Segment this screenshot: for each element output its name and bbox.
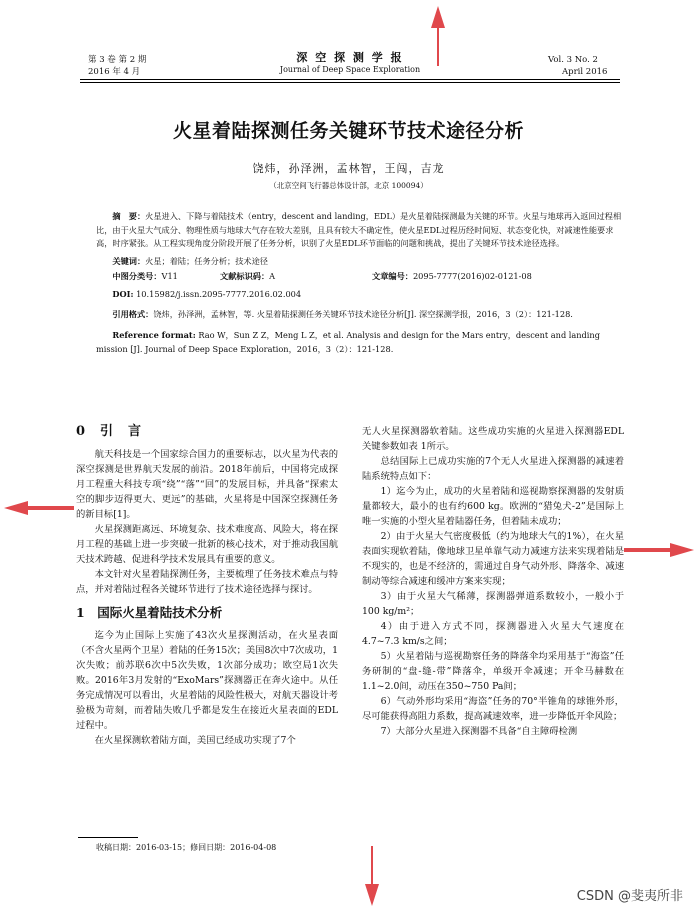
doi-label: DOI: — [112, 289, 134, 299]
list-item: 4）由于进入方式不同，探测器进入火星大气速度在4.7~7.3 km/s之间； — [362, 621, 624, 647]
header-rule — [80, 79, 620, 80]
keywords: 火星；着陆；任务分析；技术途径 — [145, 255, 268, 266]
list-item: 3）由于火星大气稀薄，探测器弹道系数较小，一般小于100 kg/m²； — [362, 591, 624, 617]
article-no-value: 2095-7777(2016)02-0121-08 — [412, 271, 532, 281]
paragraph: 迄今为止国际上实施了43次火星探测活动，在火星表面（不含火星两个卫星）着陆的任务15次；美国8次中7次成功，1次失败；前苏联6次中5次失败，1次部分成功；欧空局1次失败。2016年3月发射的“ExoMars”探测器正在奔火途中。从任务完成情况可以看出，火星着陆的风险性极大，对航天器设计考验极为苛刻，而着陆失败几乎都是发生在接近火星表面的EDL过程中。 — [76, 630, 338, 731]
classification-line — [96, 270, 626, 284]
abstract-label: 摘 要： — [112, 211, 146, 221]
scroll-down-arrow-icon[interactable] — [362, 846, 382, 906]
scroll-right-arrow-icon[interactable] — [624, 540, 694, 560]
cite-label: 引用格式： — [112, 308, 154, 319]
journal-name — [200, 52, 500, 76]
doc-code-label: 文献标识码： — [220, 271, 270, 281]
clc-value: V11 — [161, 271, 178, 281]
paragraph: 火星探测距离远、环境复杂、技术难度高、风险大，将在探月工程的基础上进一步突破一批新的核心技术，对于推动我国航天技术跨越、促进科学技术发展具有重要的意义。 — [76, 524, 338, 565]
paragraph: 无人火星探测器软着陆。这些成功实施的火星进入探测器EDL关键参数如表 1所示。 — [362, 426, 624, 452]
affiliation: （北京空间飞行器总体设计部，北京 100094） — [269, 181, 428, 190]
paragraph: 本文针对火星着陆探测任务，主要梳理了任务技术难点与特点，并对着陆过程各关键环节进行了技术途径选择与探讨。 — [76, 569, 338, 595]
date-en: April 2016 — [562, 67, 608, 77]
list-item: 2）由于火星大气密度极低（约为地球大气的1%），在火星表面实现软着陆，像地球卫星单靠气动力减速方法来实现着陆是不现实的，也是不经济的，需通过自身气动外形、降落伞、减速制动等综合减速和缓冲方案来实现； — [362, 531, 624, 587]
clc-label: 中图分类号： — [112, 271, 162, 281]
scroll-left-arrow-icon[interactable] — [4, 498, 74, 518]
paragraph: 在火星探测软着陆方面，美国已经成功实现了7个 — [94, 735, 296, 746]
doc-code-value: A — [269, 271, 276, 281]
section-0-heading: 0 引 言 — [76, 424, 143, 439]
scroll-up-arrow-icon[interactable] — [428, 6, 448, 66]
right-column — [362, 424, 624, 739]
journal-name-en: Journal of Deep Space Exploration — [279, 65, 421, 74]
abstract-text: 火星进入、下降与着陆技术（entry，descent and landing，EDL）是火星着陆探测最为关键的环节。火星与地球再入返回过程相比，由于火星大气成分、物理性质与地球大气存在较大差别，且具有较大不确定性，使火星EDL过程历经时间短、状态变化快，对减速性能要求高，时序紧张。从工程实现角度分阶段开展了任务分析，识别了火星EDL环节面临的问题和挑战，提出了关键环节技术途径选择。 — [96, 211, 622, 248]
issue-info — [88, 54, 146, 78]
list-item: 1）迄今为止，成功的火星着陆和巡视勘察探测器的发射质量都较大，最小的也有约600 kg。欧洲的“猎兔犬-2”是国际上唯一实施的小型火星着陆器任务，但着陆未成功； — [362, 486, 624, 527]
doi-value: 10.15982/j.issn.2095-7777.2016.02.004 — [136, 289, 302, 299]
left-column — [76, 424, 338, 748]
journal-name-cn: 深 空 探 测 学 报 — [296, 51, 404, 64]
watermark: CSDN @斐夷所非 — [576, 889, 683, 904]
volume-issue-en: Vol. 3 No. 2 — [548, 55, 598, 65]
keywords-label: 关键词： — [112, 255, 146, 266]
abstract — [96, 210, 626, 356]
header-rule-thin — [80, 82, 620, 83]
section-1-heading: 1 国际火星着陆技术分析 — [76, 605, 223, 620]
volume-issue-cn: 第 3 卷 第 2 期 — [88, 55, 147, 65]
list-item: 5）火星着陆与巡视勘察任务的降落伞均采用基于“海盗”任务研制的“盘-缝-带”降落伞，单级开伞减速；开伞马赫数在1.1~2.0间，动压在350~750 Pa间； — [362, 651, 624, 692]
received-dates: 收稿日期：2016-03-15；修回日期：2016-04-08 — [96, 843, 277, 852]
reference-text: Rao W，Sun Z Z，Meng L Z，et al. Analysis and design for the Mars entry，descent and landing mission [J]. Journal of Deep Space Exploration，2016，3（2）：121-128. — [96, 330, 600, 354]
date-cn: 2016 年 4 月 — [88, 67, 141, 77]
cite-text: 饶炜，孙泽洲，孟林智，等. 火星着陆探测任务关键环节技术途径分析[J]. 深空探测学报，2016，3（2）：121-128. — [153, 308, 573, 319]
reference-label: Reference format: — [112, 330, 196, 340]
paragraph: 总结国际上已成功实施的7个无人火星进入探测器的减速着陆系统特点如下： — [362, 456, 624, 482]
issue-info-en — [548, 54, 628, 78]
paragraph: 航天科技是一个国家综合国力的重要标志，以火星为代表的深空探测是世界航天发展的前沿。2018年前后，中国将完成探月工程重大科技专项“绕”“落”“回”的发展目标，并具备“探索太空的脚步迈得更大、更远”的基础，火星将是中国深空探测任务的新目标[1]。 — [76, 449, 338, 520]
article-no-label: 文章编号： — [372, 271, 413, 281]
list-item: 6）气动外形均采用“海盗”任务的70°半锥角的球锥外形，尽可能获得高阻力系数，提高减速效率，进一步降低开伞风险； — [362, 696, 624, 722]
footnote-rule — [78, 837, 138, 838]
author-list: 饶炜，孙泽洲，孟林智，王闯，吉龙 — [252, 162, 445, 175]
paper-title: 火星着陆探测任务关键环节技术途径分析 — [172, 120, 524, 142]
list-item: 7）大部分火星进入探测器不具备“自主障碍检测 — [380, 726, 578, 737]
